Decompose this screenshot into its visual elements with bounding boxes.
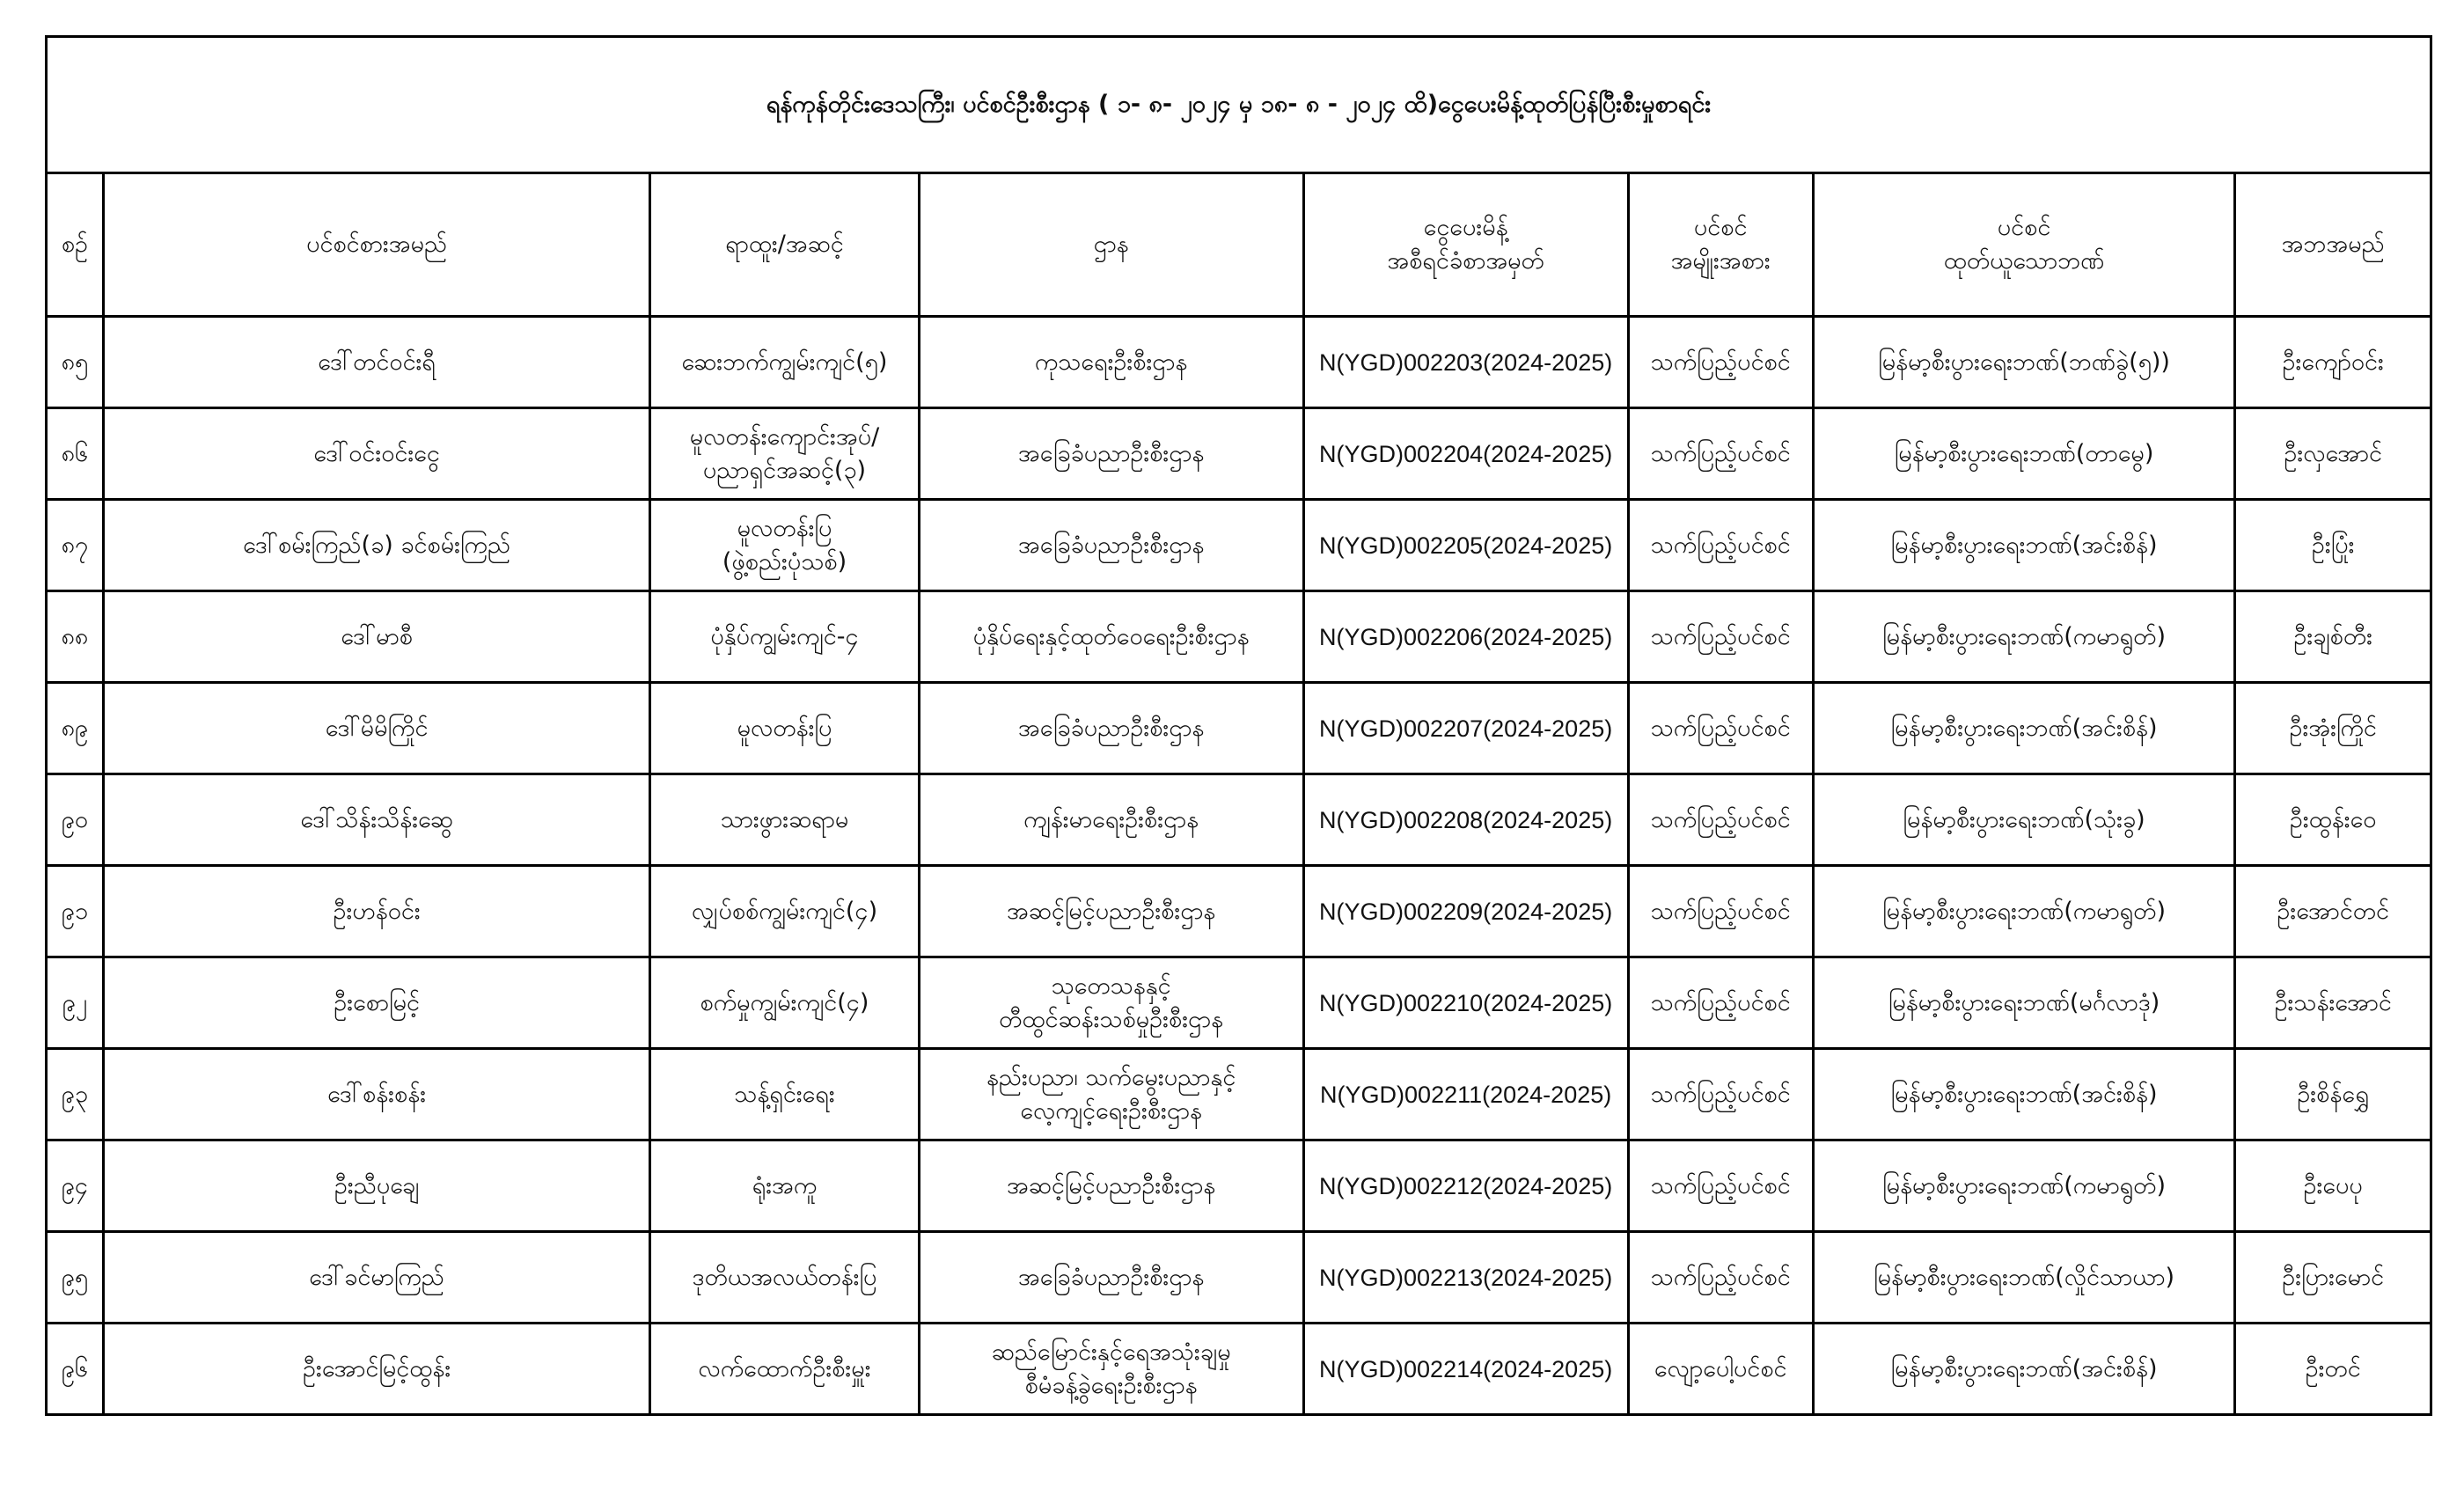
cell-name: ဒေါ်မိမိကြိုင် bbox=[103, 683, 650, 774]
cell-dept bbox=[919, 317, 1303, 408]
cell-dept-line: ပုံနှိပ်ရေးနှင့်ထုတ်ဝေရေးဦးစီးဌာန bbox=[972, 622, 1250, 650]
cell-no: ၉၅ bbox=[47, 1232, 104, 1324]
cell-dept-line: အခြေခံပညာဦးစီးဌာန bbox=[1017, 439, 1205, 467]
cell-rank-line: မူလတန်းကျောင်းအုပ်/ bbox=[689, 422, 880, 451]
cell-father: ဦးပြုံး bbox=[2235, 500, 2431, 591]
table-row bbox=[47, 1232, 2431, 1324]
header-type-line1: ပင်စင် bbox=[1693, 214, 1748, 241]
cell-dept-line: ဆည်မြောင်းနှင့်ရေအသုံးချမှု bbox=[991, 1338, 1231, 1366]
cell-name: ဒေါ်စမ်းကြည်(ခ) ခင်စမ်းကြည် bbox=[103, 500, 650, 591]
table-row bbox=[47, 591, 2431, 683]
cell-dept bbox=[919, 866, 1303, 957]
cell-dept bbox=[919, 408, 1303, 500]
cell-rank bbox=[650, 957, 919, 1049]
cell-dept bbox=[919, 500, 1303, 591]
cell-dept-line: နည်းပညာ၊ သက်မွေးပညာနှင့် bbox=[986, 1063, 1236, 1091]
cell-dept-line: တီထွင်ဆန်းသစ်မှုဦးစီးဌာန bbox=[999, 1005, 1224, 1033]
cell-dept-line: စီမံခန့်ခွဲရေးဦးစီးဌာန bbox=[1024, 1371, 1198, 1399]
cell-type: သက်ပြည့်ပင်စင် bbox=[1628, 774, 1813, 866]
cell-no: ၉၂ bbox=[47, 957, 104, 1049]
cell-reg: N(YGD)002204(2024-2025) bbox=[1303, 408, 1628, 500]
cell-rank bbox=[650, 774, 919, 866]
cell-rank bbox=[650, 317, 919, 408]
cell-type: သက်ပြည့်ပင်စင် bbox=[1628, 317, 1813, 408]
header-type bbox=[1628, 173, 1813, 317]
cell-dept-line: အခြေခံပညာဦးစီးဌာန bbox=[1017, 1263, 1205, 1291]
cell-rank-line: စက်မှုကျွမ်းကျင်(၄) bbox=[700, 988, 869, 1016]
cell-issuer: မြန်မာ့စီးပွားရေးဘဏ်(အင်းစိန်) bbox=[1813, 683, 2235, 774]
cell-issuer: မြန်မာ့စီးပွားရေးဘဏ်(သုံးခွ) bbox=[1813, 774, 2235, 866]
cell-dept bbox=[919, 683, 1303, 774]
cell-issuer: မြန်မာ့စီးပွားရေးဘဏ်(ကမာရွတ်) bbox=[1813, 866, 2235, 957]
cell-issuer: မြန်မာ့စီးပွားရေးဘဏ်(အင်းစိန်) bbox=[1813, 1049, 2235, 1140]
cell-reg: N(YGD)002203(2024-2025) bbox=[1303, 317, 1628, 408]
cell-dept bbox=[919, 1324, 1303, 1415]
cell-type: သက်ပြည့်ပင်စင် bbox=[1628, 866, 1813, 957]
cell-no: ၈၉ bbox=[47, 683, 104, 774]
cell-name: ဦးစောမြင့် bbox=[103, 957, 650, 1049]
cell-reg: N(YGD)002209(2024-2025) bbox=[1303, 866, 1628, 957]
cell-father: ဦးကျော်ဝင်း bbox=[2235, 317, 2431, 408]
cell-dept bbox=[919, 591, 1303, 683]
table-row bbox=[47, 683, 2431, 774]
cell-issuer: မြန်မာ့စီးပွားရေးဘဏ်(အင်းစိန်) bbox=[1813, 500, 2235, 591]
header-reg bbox=[1303, 173, 1628, 317]
cell-reg: N(YGD)002212(2024-2025) bbox=[1303, 1140, 1628, 1232]
cell-dept bbox=[919, 1232, 1303, 1324]
cell-rank bbox=[650, 866, 919, 957]
header-reg-line1: ငွေပေးမိန့် bbox=[1423, 214, 1508, 241]
cell-father: ဦးထွန်းဝေ bbox=[2235, 774, 2431, 866]
cell-name: ဒေါ်မာစီ bbox=[103, 591, 650, 683]
pension-table bbox=[45, 35, 2432, 1416]
header-rank: ရာထူး/အဆင့် bbox=[650, 173, 919, 317]
cell-dept-line: အခြေခံပညာဦးစီးဌာန bbox=[1017, 531, 1205, 559]
table-row bbox=[47, 1049, 2431, 1140]
cell-reg: N(YGD)002205(2024-2025) bbox=[1303, 500, 1628, 591]
table-row bbox=[47, 1324, 2431, 1415]
cell-type: သက်ပြည့်ပင်စင် bbox=[1628, 500, 1813, 591]
cell-dept-line: သုတေသနနှင့် bbox=[1051, 972, 1171, 1000]
header-father: အဘအမည် bbox=[2235, 173, 2431, 317]
cell-no: ၉၄ bbox=[47, 1140, 104, 1232]
cell-rank-line: လျှပ်စစ်ကျွမ်းကျင်(၄) bbox=[691, 897, 878, 925]
cell-type: သက်ပြည့်ပင်စင် bbox=[1628, 1140, 1813, 1232]
cell-rank-line: သားဖွားဆရာမ bbox=[720, 805, 849, 833]
cell-type: သက်ပြည့်ပင်စင် bbox=[1628, 683, 1813, 774]
cell-rank bbox=[650, 408, 919, 500]
header-row bbox=[47, 173, 2431, 317]
cell-rank-line: ရုံးအကူ bbox=[752, 1171, 818, 1199]
table-row bbox=[47, 957, 2431, 1049]
cell-dept bbox=[919, 774, 1303, 866]
cell-rank-line: ပညာရှင်အဆင့်(၃) bbox=[702, 456, 867, 484]
cell-dept-line: အခြေခံပညာဦးစီးဌာန bbox=[1017, 714, 1205, 742]
cell-no: ၈၆ bbox=[47, 408, 104, 500]
cell-type: သက်ပြည့်ပင်စင် bbox=[1628, 1232, 1813, 1324]
header-no: စဉ် bbox=[47, 173, 104, 317]
cell-reg: N(YGD)002213(2024-2025) bbox=[1303, 1232, 1628, 1324]
cell-no: ၈၅ bbox=[47, 317, 104, 408]
cell-dept bbox=[919, 1049, 1303, 1140]
cell-father: ဦးလှအောင် bbox=[2235, 408, 2431, 500]
cell-reg: N(YGD)002207(2024-2025) bbox=[1303, 683, 1628, 774]
cell-name: ဒေါ်တင်ဝင်းရီ bbox=[103, 317, 650, 408]
header-name: ပင်စင်စားအမည် bbox=[103, 173, 650, 317]
cell-type: သက်ပြည့်ပင်စင် bbox=[1628, 591, 1813, 683]
cell-reg: N(YGD)002206(2024-2025) bbox=[1303, 591, 1628, 683]
table-row bbox=[47, 500, 2431, 591]
cell-issuer: မြန်မာ့စီးပွားရေးဘဏ်(လှိုင်သာယာ) bbox=[1813, 1232, 2235, 1324]
cell-father: ဦးစိန်ရွှေ bbox=[2235, 1049, 2431, 1140]
cell-name: ဒေါ်စန်းစန်း bbox=[103, 1049, 650, 1140]
header-issuer bbox=[1813, 173, 2235, 317]
table-row bbox=[47, 408, 2431, 500]
cell-name: ဒေါ်ခင်မာကြည် bbox=[103, 1232, 650, 1324]
cell-rank-line: သန့်ရှင်းရေး bbox=[734, 1080, 835, 1108]
cell-issuer: မြန်မာ့စီးပွားရေးဘဏ်(ကမာရွတ်) bbox=[1813, 1140, 2235, 1232]
cell-rank bbox=[650, 1140, 919, 1232]
cell-issuer: မြန်မာ့စီးပွားရေးဘဏ်(ကမာရွတ်) bbox=[1813, 591, 2235, 683]
cell-name: ဒေါ်ဝင်းဝင်းငွေ bbox=[103, 408, 650, 500]
cell-rank-line: မူလတန်းပြ bbox=[737, 514, 832, 542]
table-body bbox=[47, 317, 2431, 1415]
cell-father: ဦးသန်းအောင် bbox=[2235, 957, 2431, 1049]
table-row bbox=[47, 317, 2431, 408]
cell-rank-line: မူလတန်းပြ bbox=[737, 714, 832, 742]
cell-type: လျော့ပေါ့ပင်စင် bbox=[1628, 1324, 1813, 1415]
cell-dept-line: ကျန်းမာရေးဦးစီးဌာန bbox=[1023, 805, 1199, 833]
cell-type: သက်ပြည့်ပင်စင် bbox=[1628, 408, 1813, 500]
document-title: ရန်ကုန်တိုင်းဒေသကြီး၊ ပင်စင်ဦးစီးဌာန ( ၁- ၈- ၂၀၂၄ မှ ၁၈- ၈ - ၂၀၂၄ ထိ)ငွေပေးမိန့်ထုတ်ပြန်ပြီးစီးမှုစာရင်း bbox=[47, 37, 2431, 173]
cell-rank-line: ပုံနှိပ်ကျွမ်းကျင်-၄ bbox=[710, 622, 859, 650]
cell-rank-line: (ဖွဲ့စည်းပုံသစ်) bbox=[722, 547, 847, 576]
cell-name: ဦးအောင်မြင့်ထွန်း bbox=[103, 1324, 650, 1415]
cell-no: ၉၀ bbox=[47, 774, 104, 866]
header-issuer-line1: ပင်စင် bbox=[1997, 214, 2051, 241]
cell-dept bbox=[919, 1140, 1303, 1232]
cell-rank bbox=[650, 1324, 919, 1415]
cell-rank bbox=[650, 1049, 919, 1140]
cell-dept-line: လေ့ကျင့်ရေးဦးစီးဌာန bbox=[1020, 1096, 1202, 1125]
cell-issuer: မြန်မာ့စီးပွားရေးဘဏ်(မင်္ဂလာဒုံ) bbox=[1813, 957, 2235, 1049]
cell-no: ၉၁ bbox=[47, 866, 104, 957]
cell-type: သက်ပြည့်ပင်စင် bbox=[1628, 1049, 1813, 1140]
cell-reg: N(YGD)002210(2024-2025) bbox=[1303, 957, 1628, 1049]
cell-reg: N(YGD)002208(2024-2025) bbox=[1303, 774, 1628, 866]
table-row bbox=[47, 866, 2431, 957]
cell-dept-line: အဆင့်မြင့်ပညာဦးစီးဌာန bbox=[1006, 1171, 1216, 1199]
cell-rank-line: လက်ထောက်ဦးစီးမှူး bbox=[698, 1354, 871, 1382]
cell-father: ဦးချစ်တီး bbox=[2235, 591, 2431, 683]
cell-no: ၈၇ bbox=[47, 500, 104, 591]
cell-no: ၈၈ bbox=[47, 591, 104, 683]
cell-father: ဦးအုံးကြိုင် bbox=[2235, 683, 2431, 774]
cell-rank bbox=[650, 1232, 919, 1324]
cell-rank-line: ဒုတိယအလယ်တန်းပြ bbox=[692, 1263, 877, 1291]
cell-reg: N(YGD)002211(2024-2025) bbox=[1303, 1049, 1628, 1140]
header-issuer-line2: ထုတ်ယူသောဘဏ် bbox=[1943, 247, 2105, 275]
header-dept: ဌာန bbox=[919, 173, 1303, 317]
cell-father: ဦးအောင်တင် bbox=[2235, 866, 2431, 957]
cell-rank bbox=[650, 683, 919, 774]
cell-no: ၉၃ bbox=[47, 1049, 104, 1140]
cell-father: ဦးပြားမောင် bbox=[2235, 1232, 2431, 1324]
cell-rank bbox=[650, 591, 919, 683]
cell-father: ဦးပေပု bbox=[2235, 1140, 2431, 1232]
cell-dept bbox=[919, 957, 1303, 1049]
cell-name: ဦးညီပုချေ bbox=[103, 1140, 650, 1232]
cell-reg: N(YGD)002214(2024-2025) bbox=[1303, 1324, 1628, 1415]
cell-dept-line: အဆင့်မြင့်ပညာဦးစီးဌာန bbox=[1006, 897, 1216, 925]
cell-issuer: မြန်မာ့စီးပွားရေးဘဏ်(တာမွေ) bbox=[1813, 408, 2235, 500]
header-type-line2: အမျိုးအစား bbox=[1670, 247, 1771, 275]
table-row bbox=[47, 1140, 2431, 1232]
cell-name: ဒေါ်သိန်းသိန်းဆွေ bbox=[103, 774, 650, 866]
cell-rank bbox=[650, 500, 919, 591]
table-row bbox=[47, 774, 2431, 866]
cell-father: ဦးတင် bbox=[2235, 1324, 2431, 1415]
cell-dept-line: ကုသရေးဦးစီးဌာန bbox=[1034, 348, 1188, 376]
cell-rank-line: ဆေးဘက်ကျွမ်းကျင်(၅) bbox=[681, 348, 888, 376]
header-reg-line2: အစီရင်ခံစာအမှတ် bbox=[1387, 247, 1544, 275]
cell-type: သက်ပြည့်ပင်စင် bbox=[1628, 957, 1813, 1049]
cell-issuer: မြန်မာ့စီးပွားရေးဘဏ်(ဘဏ်ခွဲ(၅)) bbox=[1813, 317, 2235, 408]
cell-no: ၉၆ bbox=[47, 1324, 104, 1415]
cell-issuer: မြန်မာ့စီးပွားရေးဘဏ်(အင်းစိန်) bbox=[1813, 1324, 2235, 1415]
cell-name: ဦးဟန်ဝင်း bbox=[103, 866, 650, 957]
